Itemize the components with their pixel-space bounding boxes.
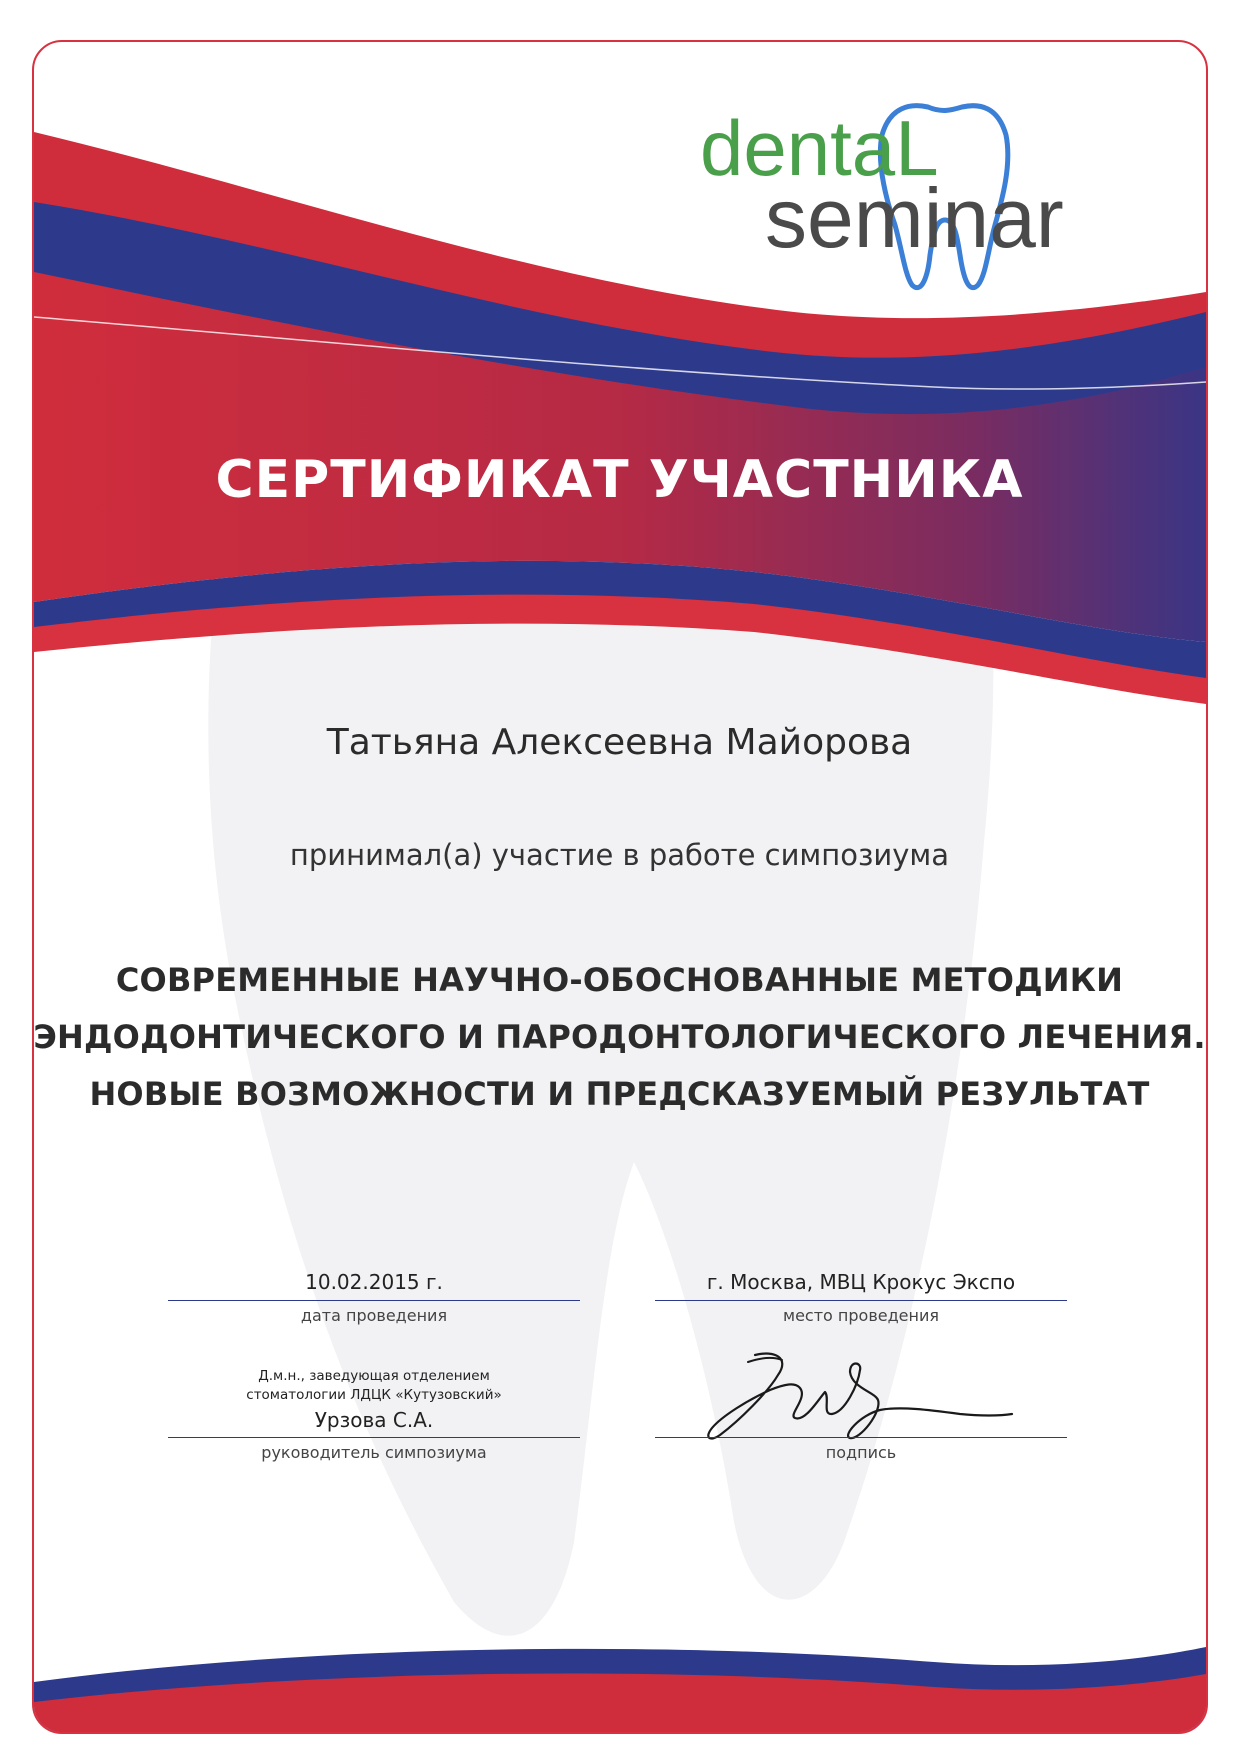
recipient-name: Татьяна Алексеевна Майорова (326, 722, 913, 763)
head-title (168, 1367, 580, 1405)
place-rule (655, 1300, 1067, 1301)
date-value: 10.02.2015 г. (305, 1270, 443, 1294)
logo-word-seminar: seminar (765, 171, 1064, 265)
logo-word-dental: dentaL (700, 104, 939, 192)
dental-seminar-logo (690, 95, 1160, 315)
place-value: г. Москва, МВЦ Крокус Экспо (706, 1270, 1016, 1294)
date-caption: дата проведения (300, 1306, 448, 1325)
signature-rule (655, 1437, 1067, 1438)
topic-line-3: НОВЫЕ ВОЗМОЖНОСТИ И ПРЕДСКАЗУЕМЫЙ РЕЗУЛЬТАТ (89, 1075, 1150, 1113)
head-caption: руководитель симпозиума (261, 1443, 487, 1462)
place-caption: место проведения (783, 1306, 939, 1325)
certificate-title: СЕРТИФИКАТ УЧАСТНИКА (215, 450, 1024, 510)
head-rule (168, 1437, 580, 1438)
head-name: Урзова С.А. (314, 1408, 434, 1432)
handwritten-signature (700, 1340, 1020, 1450)
topic-line-2: ЭНДОДОНТИЧЕСКОГО И ПАРОДОНТОЛОГИЧЕСКОГО ЛЕЧЕНИЯ. (33, 1018, 1206, 1056)
date-rule (168, 1300, 580, 1301)
topic-line-1: СОВРЕМЕННЫЕ НАУЧНО-ОБОСНОВАННЫЕ МЕТОДИКИ (115, 961, 1124, 999)
signature-caption: подпись (825, 1443, 897, 1462)
head-title-line-2: стоматологии ЛДЦК «Кутузовский» (246, 1387, 502, 1403)
symposium-topic (0, 952, 1239, 1123)
participation-text: принимал(а) участие в работе симпозиума (289, 838, 950, 872)
head-title-line-1: Д.м.н., заведующая отделением (258, 1368, 490, 1384)
